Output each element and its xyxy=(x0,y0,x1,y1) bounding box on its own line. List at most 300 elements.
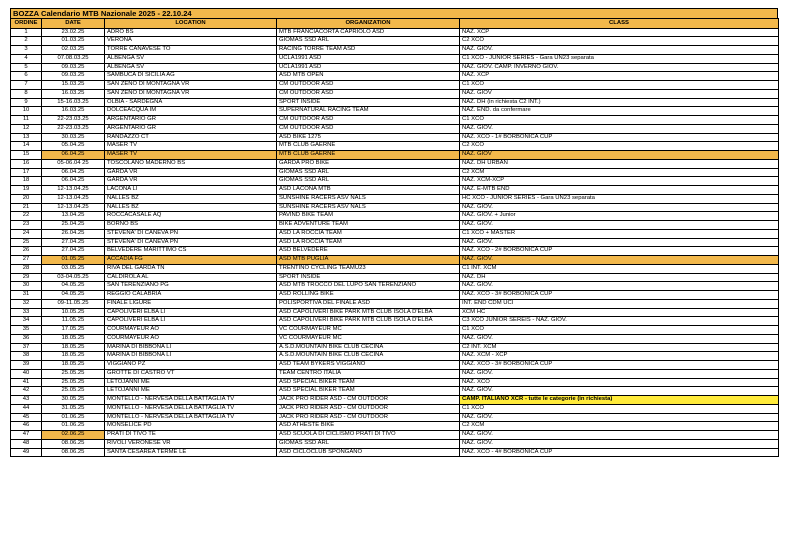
date-cell: 12-13.04.25 xyxy=(42,203,105,212)
header-location: LOCATION xyxy=(105,19,277,29)
organization-cell: SUNSHINE RACERS ASV NALS xyxy=(277,194,460,203)
class-cell: C1 XCO - JUNIOR SERIES - Gara UN23 separata xyxy=(460,54,779,63)
date-cell: 12-13.04.25 xyxy=(42,194,105,203)
ordine-cell: 47 xyxy=(11,431,42,440)
date-cell: 18.05.25 xyxy=(42,352,105,361)
ordine-cell: 4 xyxy=(11,54,42,63)
location-cell: BELVEDERE MARITTIMO CS xyxy=(105,247,277,256)
table-row xyxy=(11,107,779,116)
location-cell: PRATI DI TIVO TE xyxy=(105,431,277,440)
organization-cell: ASD CAPOLIVERI BIKE PARK MTB CLUB ISOLA D'ELBA xyxy=(277,317,460,326)
date-cell: 22-23.03.25 xyxy=(42,124,105,133)
location-cell: MONTELLO - NERVESA DELLA BATTAGLIA TV xyxy=(105,413,277,422)
ordine-cell: 30 xyxy=(11,282,42,291)
sheet-title: BOZZA Calendario MTB Nazionale 2025 - 22.10.24 xyxy=(10,8,778,18)
class-cell: C2 INT. XCM xyxy=(460,343,779,352)
table-row xyxy=(11,439,779,448)
table-row xyxy=(11,291,779,300)
ordine-cell: 15 xyxy=(11,151,42,160)
location-cell: ALBENGA SV xyxy=(105,63,277,72)
location-cell: GARDA VR xyxy=(105,177,277,186)
organization-cell: MTB CLUB GAERNE xyxy=(277,142,460,151)
date-cell: 07.08.03.25 xyxy=(42,54,105,63)
table-row xyxy=(11,133,779,142)
class-cell: NAZ. GIOV. xyxy=(460,46,779,55)
organization-cell: ASD MTB TROCCO DEL LUPO SAN TERENZIANO xyxy=(277,282,460,291)
location-cell: LACONA LI xyxy=(105,186,277,195)
ordine-cell: 24 xyxy=(11,229,42,238)
class-cell: C2 XCO xyxy=(460,142,779,151)
location-cell: RIVOLI VERONESE VR xyxy=(105,439,277,448)
class-cell: NAZ. XCO - 3# BORBONICA CUP xyxy=(460,291,779,300)
table-row xyxy=(11,404,779,413)
class-cell: NAZ. GIOV. CAMP. INVERNO GIOV. xyxy=(460,63,779,72)
location-cell: ALBENGA SV xyxy=(105,54,277,63)
date-cell: 01.05.25 xyxy=(42,256,105,265)
location-cell: MONSELICE PD xyxy=(105,422,277,431)
class-cell: XCM HC xyxy=(460,308,779,317)
location-cell: OLBIA - SARDEGNA xyxy=(105,98,277,107)
date-cell: 13.04.25 xyxy=(42,212,105,221)
class-cell: CAMP. ITALIANO XCR - tutte le categorie (in richiesta) xyxy=(460,396,779,405)
ordine-cell: 2 xyxy=(11,37,42,46)
class-cell: C1 INT. XCM xyxy=(460,264,779,273)
ordine-cell: 16 xyxy=(11,159,42,168)
organization-cell: ASD MTB PUGLIA xyxy=(277,256,460,265)
table-row xyxy=(11,212,779,221)
organization-cell: JACK PRO RIDER ASD - CM OUTDOOR xyxy=(277,413,460,422)
organization-cell: ASD CAPOLIVERI BIKE PARK MTB CLUB ISOLA D'ELBA xyxy=(277,308,460,317)
table-row xyxy=(11,203,779,212)
organization-cell: MTB FRANCIACORTA CAPRIOLO ASD xyxy=(277,28,460,37)
date-cell: 18.05.25 xyxy=(42,343,105,352)
date-cell: 30.03.25 xyxy=(42,133,105,142)
class-cell: NAZ. GIOV. xyxy=(460,431,779,440)
organization-cell: PAVIND BIKE TEAM xyxy=(277,212,460,221)
organization-cell: TRENTINO CYCLING TEAMU23 xyxy=(277,264,460,273)
class-cell: NAZ. GIOV. xyxy=(460,282,779,291)
ordine-cell: 28 xyxy=(11,264,42,273)
ordine-cell: 20 xyxy=(11,194,42,203)
ordine-cell: 7 xyxy=(11,81,42,90)
organization-cell: GIOMAS SSD ARL xyxy=(277,177,460,186)
organization-cell: SPORT INSIDE xyxy=(277,98,460,107)
class-cell: C1 XCO xyxy=(460,326,779,335)
date-cell: 18.05.25 xyxy=(42,334,105,343)
ordine-cell: 27 xyxy=(11,256,42,265)
class-cell: NAZ. GIOV. xyxy=(460,203,779,212)
ordine-cell: 25 xyxy=(11,238,42,247)
table-row xyxy=(11,308,779,317)
table-row xyxy=(11,273,779,282)
date-cell: 06.04.25 xyxy=(42,177,105,186)
header-date: DATE xyxy=(42,19,105,29)
location-cell: CAPOLIVERI ELBA LI xyxy=(105,317,277,326)
organization-cell: ASD SPECIAL BIKER TEAM xyxy=(277,387,460,396)
class-cell: C1 XCO + MASTER xyxy=(460,229,779,238)
calendar-sheet xyxy=(10,8,778,457)
date-cell: 09-11.05.25 xyxy=(42,299,105,308)
ordine-cell: 9 xyxy=(11,98,42,107)
table-row xyxy=(11,116,779,125)
location-cell: DOLCEACQUA IM xyxy=(105,107,277,116)
location-cell: LETOJANNI ME xyxy=(105,378,277,387)
location-cell: STEVENA' DI CANEVA PN xyxy=(105,229,277,238)
date-cell: 25.05.25 xyxy=(42,369,105,378)
organization-cell: TEAM CENTRO ITALIA xyxy=(277,369,460,378)
table-row xyxy=(11,282,779,291)
class-cell: HC XCO - JUNIOR SERIES - Gara UN23 separata xyxy=(460,194,779,203)
location-cell: ACCADIA FG xyxy=(105,256,277,265)
location-cell: MONTELLO - NERVESA DELLA BATTAGLIA TV xyxy=(105,396,277,405)
date-cell: 09.03.25 xyxy=(42,63,105,72)
table-row xyxy=(11,89,779,98)
ordine-cell: 3 xyxy=(11,46,42,55)
organization-cell: ASD MTB OPEN xyxy=(277,72,460,81)
table-row xyxy=(11,151,779,160)
date-cell: 01.03.25 xyxy=(42,37,105,46)
ordine-cell: 19 xyxy=(11,186,42,195)
class-cell: NAZ. DH URBAN xyxy=(460,159,779,168)
ordine-cell: 38 xyxy=(11,352,42,361)
table-row xyxy=(11,46,779,55)
table-row xyxy=(11,63,779,72)
organization-cell: VC COURMAYEUR MC xyxy=(277,326,460,335)
table-row xyxy=(11,343,779,352)
table-row xyxy=(11,221,779,230)
organization-cell: SUPERNATURAL RACING TEAM xyxy=(277,107,460,116)
date-cell: 04.05.25 xyxy=(42,291,105,300)
location-cell: MASER TV xyxy=(105,142,277,151)
organization-cell: SUNSHINE RACERS ASV NALS xyxy=(277,203,460,212)
class-cell: NAZ. XCP xyxy=(460,28,779,37)
class-cell: NAZ. GIOV. xyxy=(460,334,779,343)
date-cell: 18.05.25 xyxy=(42,361,105,370)
table-row xyxy=(11,317,779,326)
date-cell: 10.05.25 xyxy=(42,308,105,317)
location-cell: GARDA VR xyxy=(105,168,277,177)
location-cell: REGGIO CALABRIA xyxy=(105,291,277,300)
organization-cell: ASD ROLLING BIKE xyxy=(277,291,460,300)
location-cell: CALDIROLA AL xyxy=(105,273,277,282)
ordine-cell: 23 xyxy=(11,221,42,230)
table-row xyxy=(11,168,779,177)
date-cell: 25.05.25 xyxy=(42,378,105,387)
location-cell: FINALE LIGURE xyxy=(105,299,277,308)
table-row xyxy=(11,247,779,256)
location-cell: STEVENA' DI CANEVA PN xyxy=(105,238,277,247)
organization-cell: ASD TEAM BYKERS VIGGIANO xyxy=(277,361,460,370)
ordine-cell: 26 xyxy=(11,247,42,256)
location-cell: COURMAYEUR AO xyxy=(105,326,277,335)
class-cell: C2 XCM xyxy=(460,422,779,431)
table-row xyxy=(11,387,779,396)
date-cell: 11.05.25 xyxy=(42,317,105,326)
table-row xyxy=(11,369,779,378)
date-cell: 22-23.03.25 xyxy=(42,116,105,125)
date-cell: 25.04.25 xyxy=(42,221,105,230)
location-cell: GROTTE DI CASTRO VT xyxy=(105,369,277,378)
table-row xyxy=(11,334,779,343)
location-cell: RANDAZZO CT xyxy=(105,133,277,142)
ordine-cell: 17 xyxy=(11,168,42,177)
class-cell: NAZ. GIOV. xyxy=(460,256,779,265)
ordine-cell: 44 xyxy=(11,404,42,413)
ordine-cell: 18 xyxy=(11,177,42,186)
header-row xyxy=(11,19,779,29)
location-cell: RIVA DEL GARDA TN xyxy=(105,264,277,273)
organization-cell: UCLA1991 ASD xyxy=(277,54,460,63)
table-body xyxy=(11,28,779,457)
ordine-cell: 11 xyxy=(11,116,42,125)
location-cell: COURMAYEUR AO xyxy=(105,334,277,343)
date-cell: 09.03.25 xyxy=(42,72,105,81)
date-cell: 05.04.25 xyxy=(42,142,105,151)
class-cell: NAZ. XCO - 2# BORBONICA CUP xyxy=(460,247,779,256)
class-cell: NAZ. DH xyxy=(460,273,779,282)
location-cell: SANTA CESAREA TERME LE xyxy=(105,448,277,457)
location-cell: MARINA DI BIBBONA LI xyxy=(105,352,277,361)
class-cell: NAZ. DH (in richiesta C2 INT.) xyxy=(460,98,779,107)
table-row xyxy=(11,28,779,37)
header-ordine: ORDINE xyxy=(11,19,42,29)
organization-cell: SPORT INSIDE xyxy=(277,273,460,282)
class-cell: NAZ. GIOV xyxy=(460,89,779,98)
location-cell: BORNO BS xyxy=(105,221,277,230)
organization-cell: ASD BELVEDERE xyxy=(277,247,460,256)
location-cell: MARINA DI BIBBONA LI xyxy=(105,343,277,352)
location-cell: NALLES BZ xyxy=(105,194,277,203)
organization-cell: GIOMAS SSD ARL xyxy=(277,37,460,46)
location-cell: ARGENTARIO GR xyxy=(105,124,277,133)
organization-cell: CM OUTDOOR ASD xyxy=(277,124,460,133)
ordine-cell: 34 xyxy=(11,317,42,326)
location-cell: LETOJANNI ME xyxy=(105,387,277,396)
table-row xyxy=(11,326,779,335)
organization-cell: ASD LA ROCCIA TEAM xyxy=(277,229,460,238)
class-cell: C3 XCO JUNIOR SEREIS - NAZ. GIOV. xyxy=(460,317,779,326)
header-class: CLASS xyxy=(460,19,779,29)
class-cell: NAZ. GIOV. xyxy=(460,369,779,378)
date-cell: 30.05.25 xyxy=(42,396,105,405)
organization-cell: UCLA1991 ASD xyxy=(277,63,460,72)
table-row xyxy=(11,238,779,247)
ordine-cell: 41 xyxy=(11,378,42,387)
organization-cell: ASD LACONA MTB xyxy=(277,186,460,195)
class-cell: NAZ. GIOV. xyxy=(460,439,779,448)
ordine-cell: 42 xyxy=(11,387,42,396)
location-cell: NALLES BZ xyxy=(105,203,277,212)
location-cell: TOSCOLANO MADERNO BS xyxy=(105,159,277,168)
class-cell: C2 XCM xyxy=(460,168,779,177)
date-cell: 25.05.25 xyxy=(42,387,105,396)
date-cell: 08.06.25 xyxy=(42,448,105,457)
date-cell: 16.03.25 xyxy=(42,89,105,98)
date-cell: 02.06.25 xyxy=(42,431,105,440)
ordine-cell: 35 xyxy=(11,326,42,335)
table-row xyxy=(11,378,779,387)
table-row xyxy=(11,448,779,457)
table-row xyxy=(11,396,779,405)
ordine-cell: 48 xyxy=(11,439,42,448)
date-cell: 23.02.25 xyxy=(42,28,105,37)
date-cell: 06.04.25 xyxy=(42,151,105,160)
organization-cell: JACK PRO RIDER ASD - CM OUTDOOR xyxy=(277,396,460,405)
ordine-cell: 32 xyxy=(11,299,42,308)
ordine-cell: 40 xyxy=(11,369,42,378)
date-cell: 02.03.25 xyxy=(42,46,105,55)
location-cell: VIGGIANO PZ xyxy=(105,361,277,370)
date-cell: 06.04.25 xyxy=(42,168,105,177)
organization-cell: JACK PRO RIDER ASD - CM OUTDOOR xyxy=(277,404,460,413)
class-cell: NAZ. XCM - XCP xyxy=(460,352,779,361)
date-cell: 08.06.25 xyxy=(42,439,105,448)
class-cell: NAZ. GIOV. + Junior xyxy=(460,212,779,221)
organization-cell: GARDA PRO BIKE xyxy=(277,159,460,168)
ordine-cell: 43 xyxy=(11,396,42,405)
table-row xyxy=(11,54,779,63)
date-cell: 12-13.04.25 xyxy=(42,186,105,195)
date-cell: 03-04.05.25 xyxy=(42,273,105,282)
class-cell: NAZ. E-MTB END xyxy=(460,186,779,195)
class-cell: NAZ. GIOV. xyxy=(460,124,779,133)
organization-cell: CM OUTDOOR ASD xyxy=(277,81,460,90)
table-row xyxy=(11,194,779,203)
date-cell: 17.05.25 xyxy=(42,326,105,335)
table-row xyxy=(11,72,779,81)
ordine-cell: 5 xyxy=(11,63,42,72)
table-row xyxy=(11,352,779,361)
location-cell: ADRO BS xyxy=(105,28,277,37)
ordine-cell: 36 xyxy=(11,334,42,343)
location-cell: TORRE CANAVESE TO xyxy=(105,46,277,55)
ordine-cell: 6 xyxy=(11,72,42,81)
date-cell: 04.05.25 xyxy=(42,282,105,291)
class-cell: C1 XCO xyxy=(460,404,779,413)
ordine-cell: 46 xyxy=(11,422,42,431)
table-row xyxy=(11,361,779,370)
class-cell: NAZ. XCO xyxy=(460,378,779,387)
table-row xyxy=(11,124,779,133)
ordine-cell: 1 xyxy=(11,28,42,37)
organization-cell: POLISPORTIVA DEL FINALE ASD xyxy=(277,299,460,308)
class-cell: NAZ. XCO - 1# BORBONICA CUP xyxy=(460,133,779,142)
date-cell: 01.06.25 xyxy=(42,413,105,422)
table-row xyxy=(11,81,779,90)
date-cell: 26.04.25 xyxy=(42,229,105,238)
ordine-cell: 45 xyxy=(11,413,42,422)
organization-cell: A.S.D.MOUNTAIN BIKE CLUB CECINA xyxy=(277,352,460,361)
ordine-cell: 39 xyxy=(11,361,42,370)
class-cell: NAZ. XCO - 4# BORBONICA CUP xyxy=(460,448,779,457)
table-row xyxy=(11,431,779,440)
organization-cell: ASD LA ROCCIA TEAM xyxy=(277,238,460,247)
class-cell: NAZ. GIOV. xyxy=(460,413,779,422)
date-cell: 16.03.25 xyxy=(42,107,105,116)
header-organization: ORGANIZATION xyxy=(277,19,460,29)
location-cell: SAN ZENO DI MONTAGNA VR xyxy=(105,89,277,98)
class-cell: NAZ. XCP xyxy=(460,72,779,81)
table-row xyxy=(11,177,779,186)
table-row xyxy=(11,299,779,308)
location-cell: SAMBUCA DI SICILIA AG xyxy=(105,72,277,81)
organization-cell: GIOMAS SSD ARL xyxy=(277,439,460,448)
class-cell: NAZ. GIOV xyxy=(460,151,779,160)
date-cell: 03.05.25 xyxy=(42,264,105,273)
table-row xyxy=(11,186,779,195)
location-cell: ARGENTARIO GR xyxy=(105,116,277,125)
ordine-cell: 33 xyxy=(11,308,42,317)
organization-cell: ASD CICLOCLUB SPONGANO xyxy=(277,448,460,457)
ordine-cell: 21 xyxy=(11,203,42,212)
table-row xyxy=(11,142,779,151)
calendar-table xyxy=(10,18,779,457)
organization-cell: CM OUTDOOR ASD xyxy=(277,89,460,98)
ordine-cell: 12 xyxy=(11,124,42,133)
class-cell: NAZ. GIOV. xyxy=(460,221,779,230)
table-row xyxy=(11,413,779,422)
ordine-cell: 13 xyxy=(11,133,42,142)
class-cell: NAZ. GIOV. xyxy=(460,238,779,247)
ordine-cell: 14 xyxy=(11,142,42,151)
table-row xyxy=(11,256,779,265)
organization-cell: MTB CLUB GAERNE xyxy=(277,151,460,160)
class-cell: INT. END CDM UCI xyxy=(460,299,779,308)
table-row xyxy=(11,98,779,107)
class-cell: NAZ. END. da confermare xyxy=(460,107,779,116)
table-row xyxy=(11,229,779,238)
class-cell: NAZ. GIOV. xyxy=(460,387,779,396)
date-cell: 05-06.04 25 xyxy=(42,159,105,168)
organization-cell: CM OUTDOOR ASD xyxy=(277,116,460,125)
ordine-cell: 10 xyxy=(11,107,42,116)
organization-cell: ASD ATHESTE BIKE xyxy=(277,422,460,431)
location-cell: VERONA xyxy=(105,37,277,46)
date-cell: 27.04.25 xyxy=(42,247,105,256)
class-cell: C1 XCO xyxy=(460,81,779,90)
table-row xyxy=(11,37,779,46)
organization-cell: ASD BIKE 1275 xyxy=(277,133,460,142)
ordine-cell: 37 xyxy=(11,343,42,352)
table-row xyxy=(11,264,779,273)
organization-cell: ASD SCUOLA DI CICLISMO PRATI DI TIVO xyxy=(277,431,460,440)
location-cell: ROCCACASALE AQ xyxy=(105,212,277,221)
ordine-cell: 22 xyxy=(11,212,42,221)
date-cell: 31.05.25 xyxy=(42,404,105,413)
location-cell: SAN ZENO DI MONTAGNA VR xyxy=(105,81,277,90)
ordine-cell: 29 xyxy=(11,273,42,282)
date-cell: 27.04.25 xyxy=(42,238,105,247)
organization-cell: VC COURMAYEUR MC xyxy=(277,334,460,343)
table-row xyxy=(11,422,779,431)
organization-cell: ASD SPECIAL BIKER TEAM xyxy=(277,378,460,387)
date-cell: 15-16.03.25 xyxy=(42,98,105,107)
organization-cell: A.S.D.MOUNTAIN BIKE CLUB CECINA xyxy=(277,343,460,352)
class-cell: NAZ. XCM-XCP xyxy=(460,177,779,186)
organization-cell: GIOMAS SSD ARL xyxy=(277,168,460,177)
table-row xyxy=(11,159,779,168)
location-cell: MONTELLO - NERVESA DELLA BATTAGLIA TV xyxy=(105,404,277,413)
date-cell: 01.06.25 xyxy=(42,422,105,431)
location-cell: CAPOLIVERI ELBA LI xyxy=(105,308,277,317)
class-cell: C2 XCO xyxy=(460,37,779,46)
organization-cell: RACING TORRE TEAM ASD xyxy=(277,46,460,55)
location-cell: MASER TV xyxy=(105,151,277,160)
location-cell: SAN TERENZIANO PG xyxy=(105,282,277,291)
ordine-cell: 31 xyxy=(11,291,42,300)
organization-cell: BIKE ADVENTURE TEAM xyxy=(277,221,460,230)
date-cell: 15.03.25 xyxy=(42,81,105,90)
